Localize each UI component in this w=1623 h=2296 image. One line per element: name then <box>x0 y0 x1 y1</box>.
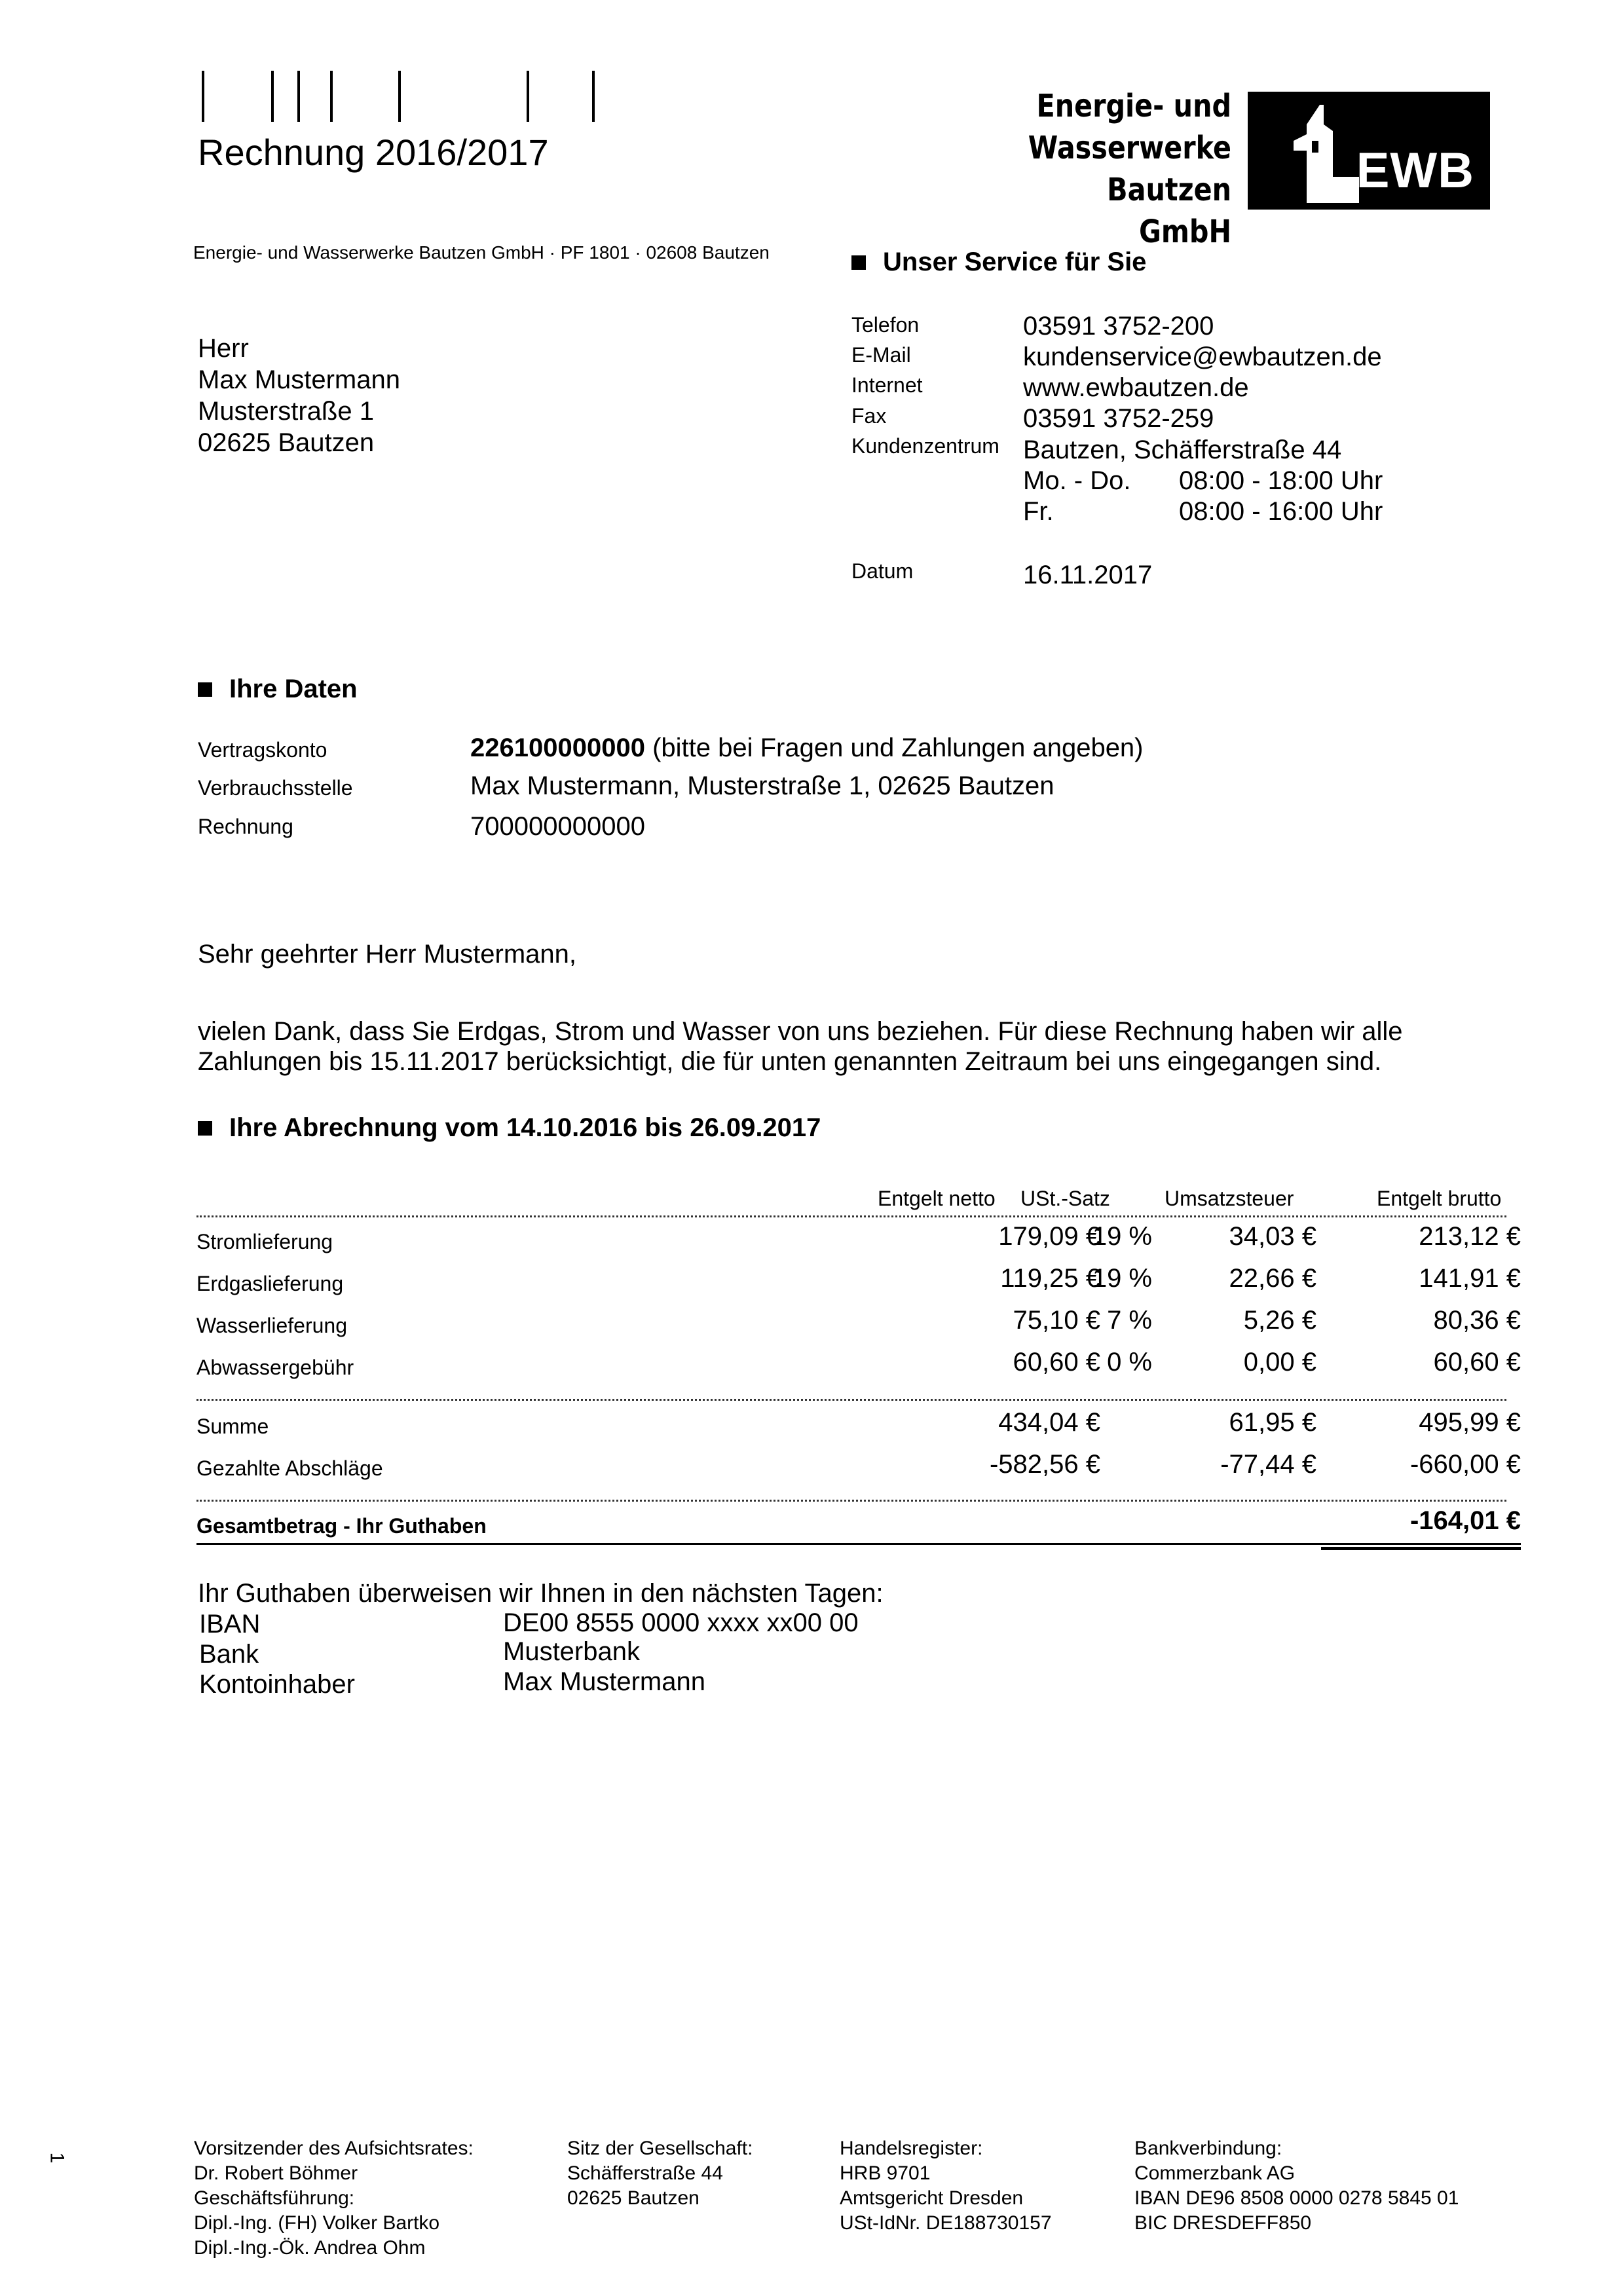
hours-fr-time: 08:00 - 16:00 Uhr <box>1179 497 1383 526</box>
datum-label: Datum <box>851 559 914 583</box>
row-label-erdgas: Erdgaslieferung <box>196 1272 344 1295</box>
logo-line-1: Energie- und <box>1036 88 1231 124</box>
col-header-brutto: Entgelt brutto <box>1377 1187 1502 1210</box>
footer-line: IBAN DE96 8508 0000 0278 5845 01 <box>1134 2187 1459 2209</box>
footer-line: Amtsgericht Dresden <box>840 2187 1024 2209</box>
bullet-square-icon <box>198 1121 212 1136</box>
vertragskonto-value: 226100000000 (bitte bei Fragen und Zahlungen angeben) <box>470 733 1144 762</box>
cell-netto: 179,09 € <box>998 1222 1100 1251</box>
footer-line: HRB 9701 <box>840 2162 931 2184</box>
sender-return-address: Energie- und Wasserwerke Bautzen GmbH · PF 1801 · 02608 Bautzen <box>193 242 770 263</box>
letter-body-line-1: vielen Dank, dass Sie Erdgas, Strom und Wasser von uns beziehen. Für diese Rechnung haben wir alle <box>198 1017 1403 1046</box>
cell-netto: 75,10 € <box>1013 1306 1100 1335</box>
footer-line: Schäfferstraße 44 <box>567 2162 723 2184</box>
verbrauchsstelle-value: Max Mustermann, Musterstraße 1, 02625 Bautzen <box>470 771 1054 800</box>
logo-line-2: Wasserwerke <box>1028 130 1231 166</box>
cell-brutto: 495,99 € <box>1419 1408 1521 1437</box>
fax-value: 03591 3752-259 <box>1023 404 1214 433</box>
footer-line: BIC DRESDEFF850 <box>1134 2212 1312 2234</box>
summe-label: Summe <box>196 1415 269 1438</box>
recipient-salutation: Herr <box>198 334 249 363</box>
hours-fr-days: Fr. <box>1023 497 1054 526</box>
abschlaege-label: Gezahlte Abschläge <box>196 1456 383 1480</box>
footer-col-bank <box>1134 2136 1459 2236</box>
recipient-address <box>198 333 400 458</box>
cell-brutto: 141,91 € <box>1419 1264 1521 1293</box>
footer-line: Geschäftsführung: <box>194 2187 355 2209</box>
vertragskonto-label: Vertragskonto <box>198 738 327 762</box>
footer-col-seat <box>567 2136 753 2211</box>
divider <box>196 1500 1506 1502</box>
row-label-abwasser: Abwassergebühr <box>196 1356 354 1379</box>
bullet-square-icon <box>851 255 866 270</box>
telefon-label: Telefon <box>851 313 920 337</box>
cell-ust: -77,44 € <box>1220 1450 1316 1479</box>
verbrauchsstelle-label: Verbrauchsstelle <box>198 776 353 800</box>
col-header-satz: USt.-Satz <box>1020 1187 1110 1210</box>
fax-label: Fax <box>851 404 887 428</box>
footer-line: USt-IdNr. DE188730157 <box>840 2212 1052 2234</box>
cell-brutto: 80,36 € <box>1433 1306 1521 1335</box>
recipient-city: 02625 Bautzen <box>198 428 375 457</box>
abrechnung-heading: Ihre Abrechnung vom 14.10.2016 bis 26.09.2017 <box>198 1113 821 1143</box>
cell-brutto: 213,12 € <box>1419 1222 1521 1251</box>
footer-line: Bankverbindung: <box>1134 2138 1282 2159</box>
footer-line: Dipl.-Ing. (FH) Volker Bartko <box>194 2212 440 2234</box>
footer-line: Dr. Robert Böhmer <box>194 2162 358 2184</box>
footer-line: 02625 Bautzen <box>567 2187 700 2209</box>
page-number: 1 <box>46 2152 68 2164</box>
letter-body <box>198 1016 1508 1077</box>
cell-ust: 22,66 € <box>1229 1264 1316 1293</box>
invoice-title: Rechnung 2016/2017 <box>198 132 549 173</box>
email-label: E-Mail <box>851 343 911 367</box>
divider <box>196 1399 1506 1401</box>
gesamt-label: Gesamtbetrag - Ihr Guthaben <box>196 1514 487 1538</box>
cell-satz: 19 % <box>1092 1264 1152 1293</box>
footer-col-board <box>194 2136 474 2261</box>
rechnung-label: Rechnung <box>198 815 293 838</box>
salutation: Sehr geehrter Herr Mustermann, <box>198 940 577 969</box>
kundenzentrum-address: Bautzen, Schäfferstraße 44 <box>1023 435 1342 464</box>
letter-body-line-2: Zahlungen bis 15.11.2017 berücksichtigt, die für unten genannten Zeitraum bei uns eingegangen sind. <box>198 1047 1382 1076</box>
datum-value: 16.11.2017 <box>1023 561 1153 589</box>
ewb-logo <box>1248 92 1490 210</box>
footer-col-register <box>840 2136 1052 2236</box>
bank-value: Musterbank <box>503 1637 640 1666</box>
row-label-strom: Stromlieferung <box>196 1230 333 1253</box>
internet-label: Internet <box>851 373 923 397</box>
footer-line: Commerzbank AG <box>1134 2162 1296 2184</box>
cell-netto: -582,56 € <box>989 1450 1100 1479</box>
recipient-name: Max Mustermann <box>198 365 400 394</box>
barcode-marks <box>202 71 608 123</box>
bank-label: Bank <box>199 1640 259 1669</box>
divider <box>196 1215 1506 1217</box>
col-header-netto: Entgelt netto <box>878 1187 996 1210</box>
col-header-ust: Umsatzsteuer <box>1165 1187 1294 1210</box>
service-heading: Unser Service für Sie <box>851 248 1146 277</box>
cell-satz: 19 % <box>1092 1222 1152 1251</box>
email-value: kundenservice@ewbautzen.de <box>1023 343 1382 371</box>
hours-mo-do-time: 08:00 - 18:00 Uhr <box>1179 466 1383 495</box>
telefon-value: 03591 3752-200 <box>1023 312 1214 341</box>
cell-satz: 7 % <box>1107 1306 1152 1335</box>
cell-brutto: -660,00 € <box>1409 1450 1521 1479</box>
bullet-square-icon <box>198 682 212 697</box>
logo-line-3: Bautzen GmbH <box>1107 172 1231 250</box>
tower-icon <box>1294 105 1366 203</box>
cell-ust: 5,26 € <box>1243 1306 1316 1335</box>
hours-mo-do-days: Mo. - Do. <box>1023 466 1131 495</box>
kontoinhaber-label: Kontoinhaber <box>199 1670 355 1699</box>
recipient-street: Musterstraße 1 <box>198 397 374 426</box>
cell-ust: 34,03 € <box>1229 1222 1316 1251</box>
cell-brutto: 60,60 € <box>1433 1348 1521 1377</box>
internet-value: www.ewbautzen.de <box>1023 373 1249 402</box>
iban-value: DE00 8555 0000 xxxx xx00 00 <box>503 1608 859 1637</box>
refund-intro: Ihr Guthaben überweisen wir Ihnen in den nächsten Tagen: <box>198 1579 884 1608</box>
kontoinhaber-value: Max Mustermann <box>503 1667 705 1696</box>
company-logo-text <box>1006 85 1231 253</box>
cell-netto: 60,60 € <box>1013 1348 1100 1377</box>
cell-brutto: -164,01 € <box>1409 1506 1521 1535</box>
row-label-wasser: Wasserlieferung <box>196 1314 348 1337</box>
logo-abbrev: EWB <box>1356 143 1474 198</box>
total-double-underline <box>1321 1547 1521 1550</box>
footer-line: Handelsregister: <box>840 2138 983 2159</box>
daten-heading: Ihre Daten <box>198 675 358 704</box>
total-underline <box>196 1543 1521 1545</box>
cell-satz: 0 % <box>1107 1348 1152 1377</box>
footer-line: Vorsitzender des Aufsichtsrates: <box>194 2138 474 2159</box>
cell-netto: 434,04 € <box>998 1408 1100 1437</box>
kundenzentrum-label: Kundenzentrum <box>851 434 999 458</box>
footer-line: Sitz der Gesellschaft: <box>567 2138 753 2159</box>
cell-ust: 0,00 € <box>1243 1348 1316 1377</box>
cell-netto: 119,25 € <box>1000 1264 1100 1293</box>
cell-ust: 61,95 € <box>1229 1408 1316 1437</box>
iban-label: IBAN <box>199 1610 261 1639</box>
footer-line: Dipl.-Ing.-Ök. Andrea Ohm <box>194 2237 426 2259</box>
rechnung-value: 700000000000 <box>470 812 645 841</box>
